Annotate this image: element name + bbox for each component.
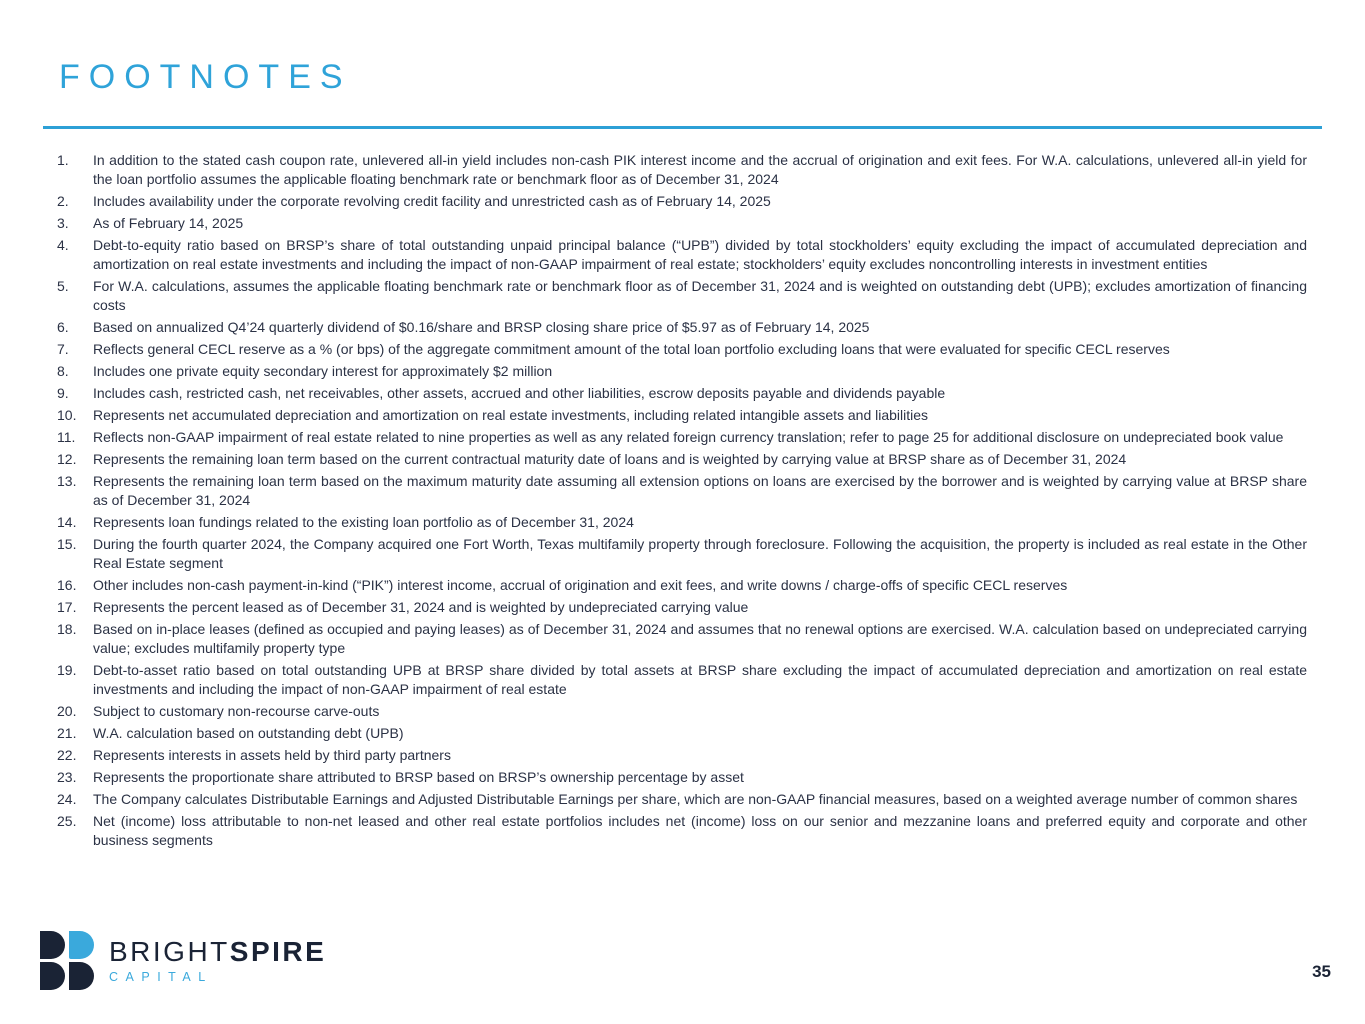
footnote-item (57, 214, 1307, 233)
footnote-item (57, 151, 1307, 189)
footnote-number: 24. (57, 791, 77, 807)
footnote-number: 22. (57, 747, 77, 763)
footnote-item (57, 768, 1307, 787)
footnote-item (57, 790, 1307, 809)
footnote-text: W.A. calculation based on outstanding debt (UPB) (93, 725, 404, 741)
footnote-text: Represents the percent leased as of December 31, 2024 and is weighted by undepreciated carrying value (93, 599, 749, 615)
footnote-number: 13. (57, 473, 77, 489)
title-divider (43, 126, 1322, 129)
footnote-number: 18. (57, 621, 77, 637)
footnote-text: Based on in-place leases (defined as occupied and paying leases) as of December 31, 2024 and assumes that no renewal options are exercised. W.A. calculation based on undepreciated carrying value; excludes multifamily property type (93, 621, 1307, 656)
logo-brand-bold: SPIRE (229, 935, 327, 967)
footnote-text: The Company calculates Distributable Earnings and Adjusted Distributable Earnings per share, which are non-GAAP financial measures, based on a weighted average number of common shares (93, 791, 1298, 807)
footnote-text: Represents the proportionate share attributed to BRSP based on BRSP’s ownership percentage by asset (93, 769, 744, 785)
logo-tile-top-right (69, 931, 94, 959)
footnote-text: Includes one private equity secondary interest for approximately $2 million (93, 363, 553, 379)
footnote-number: 11. (57, 429, 76, 445)
footnote-number: 16. (57, 577, 77, 593)
footnote-text: Debt-to-equity ratio based on BRSP’s share of total outstanding unpaid principal balance (“UPB”) divided by total stockholders’ equity excluding the impact of accumulated depreciation and amortization on real estate investments and including the impact of non-GAAP impairment of real estate; stockholders’ equity excludes noncontrolling interests in investment entities (93, 237, 1307, 272)
logo-tile-bottom-right (69, 962, 94, 990)
footnote-item (57, 406, 1307, 425)
logo-subtitle: CAPITAL (109, 970, 213, 985)
footnote-number: 2. (57, 193, 69, 209)
footnote-number: 17. (57, 599, 77, 615)
footnote-text: Includes availability under the corporate revolving credit facility and unrestricted cash as of February 14, 2025 (93, 193, 771, 209)
footnote-item (57, 746, 1307, 765)
footnote-number: 25. (57, 813, 77, 829)
footnote-item (57, 702, 1307, 721)
footnote-number: 4. (57, 237, 69, 253)
footnote-text: Subject to customary non-recourse carve-outs (93, 703, 380, 719)
footnote-text: Reflects general CECL reserve as a % (or bps) of the aggregate commitment amount of the total loan portfolio excluding loans that were evaluated for specific CECL reserves (93, 341, 1170, 357)
footnote-item (57, 384, 1307, 403)
footnote-item (57, 513, 1307, 532)
footnote-text: Based on annualized Q4’24 quarterly dividend of $0.16/share and BRSP closing share price of $5.97 as of February 14, 2025 (93, 319, 870, 335)
footnote-number: 1. (57, 152, 69, 168)
footnote-number: 20. (57, 703, 77, 719)
footnote-number: 9. (57, 385, 69, 401)
footnote-text: For W.A. calculations, assumes the applicable floating benchmark rate or benchmark floor as of December 31, 2024 and is weighted on outstanding debt (UPB); excludes amortization of financing costs (93, 278, 1307, 313)
footnote-item (57, 472, 1307, 510)
footnote-text: Other includes non-cash payment-in-kind (“PIK”) interest income, accrual of origination and exit fees, and write downs / charge-offs of specific CECL reserves (93, 577, 1068, 593)
footnote-item (57, 724, 1307, 743)
footnote-number: 7. (57, 341, 69, 357)
footnote-text: In addition to the stated cash coupon rate, unlevered all-in yield includes non-cash PIK interest income and the accrual of origination and exit fees. For W.A. calculations, unlevered all-in yield for the loan portfolio assumes the applicable floating benchmark rate or benchmark floor as of December 31, 2024 (93, 152, 1307, 187)
footnote-number: 23. (57, 769, 77, 785)
footnote-item (57, 192, 1307, 211)
footnote-number: 10. (57, 407, 77, 423)
footnote-number: 12. (57, 451, 77, 467)
logo-tile-top-left (40, 931, 65, 959)
footnote-item (57, 318, 1307, 337)
page-title: FOOTNOTES (59, 58, 352, 96)
footnote-item (57, 576, 1307, 595)
footnote-number: 15. (57, 536, 77, 552)
footnote-item (57, 450, 1307, 469)
footnote-number: 21. (57, 725, 77, 741)
footnote-text: Represents the remaining loan term based on the current contractual maturity date of loans and is weighted by carrying value at BRSP share as of December 31, 2024 (93, 451, 1127, 467)
brightspire-logo-icon (40, 931, 94, 990)
logo-brand-light: BRIGHT (109, 935, 230, 967)
footnote-text: Represents net accumulated depreciation and amortization on real estate investments, including related intangible assets and liabilities (93, 407, 929, 423)
page-number: 35 (1312, 962, 1331, 981)
footnote-text: Debt-to-asset ratio based on total outstanding UPB at BRSP share divided by total assets at BRSP share excluding the impact of accumulated depreciation and amortization on real estate investments and including the impact of non-GAAP impairment of real estate (93, 662, 1307, 697)
footnote-number: 5. (57, 278, 69, 294)
footnote-item (57, 535, 1307, 573)
footnote-number: 8. (57, 363, 69, 379)
footnote-number: 19. (57, 662, 77, 678)
footnote-number: 6. (57, 319, 69, 335)
footnote-text: Represents the remaining loan term based on the maximum maturity date assuming all extension options on loans are exercised by the borrower and is weighted by carrying value at BRSP share as of December 31, 2024 (93, 473, 1307, 508)
footnote-item (57, 661, 1307, 699)
footnote-text: As of February 14, 2025 (93, 215, 244, 231)
footnote-item (57, 362, 1307, 381)
footnote-item (57, 340, 1307, 359)
footnote-item (57, 812, 1307, 850)
footnote-text: Represents loan fundings related to the existing loan portfolio as of December 31, 2024 (93, 514, 634, 530)
footnote-item (57, 236, 1307, 274)
footnote-item (57, 598, 1307, 617)
footnote-number: 3. (57, 215, 69, 231)
footnote-number: 14. (57, 514, 77, 530)
logo-text (109, 937, 326, 985)
footnotes-list (57, 151, 1307, 853)
footnote-text: Includes cash, restricted cash, net receivables, other assets, accrued and other liabilities, escrow deposits payable and dividends payable (93, 385, 946, 401)
footnote-item (57, 620, 1307, 658)
logo-brand-name (109, 937, 326, 968)
footnote-text: Reflects non-GAAP impairment of real estate related to nine properties as well as any related foreign currency translation; refer to page 25 for additional disclosure on undepreciated book value (93, 429, 1284, 445)
footnote-item (57, 428, 1307, 447)
footnote-text: Net (income) loss attributable to non-net leased and other real estate portfolios includes net (income) loss on our senior and mezzanine loans and preferred equity and corporate and other business segments (93, 813, 1307, 848)
logo-tile-bottom-left (40, 962, 65, 990)
footnote-item (57, 277, 1307, 315)
brightspire-logo (40, 931, 326, 990)
footnote-text: Represents interests in assets held by third party partners (93, 747, 451, 763)
footnote-text: During the fourth quarter 2024, the Company acquired one Fort Worth, Texas multifamily property through foreclosure. Following the acquisition, the property is included as real estate in the Other Real Estate segment (93, 536, 1307, 571)
